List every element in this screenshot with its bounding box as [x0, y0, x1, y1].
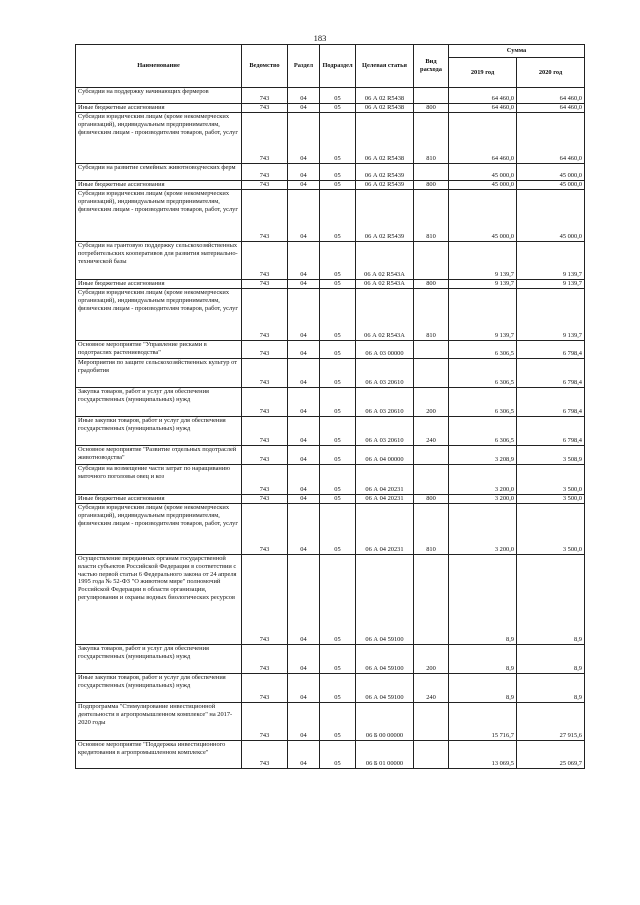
cell-subsection: 05 — [320, 495, 356, 504]
cell-2020: 8,9 — [517, 674, 585, 703]
cell-section: 04 — [288, 88, 320, 104]
cell-2019: 64 460,0 — [449, 104, 517, 113]
cell-name: Субсидии юридическим лицам (кроме некоммерческих организаций), индивидуальным предпринимателям, физическим лицам - производителям товаров, работ, услуг — [76, 504, 242, 555]
cell-subsection: 05 — [320, 674, 356, 703]
cell-2020: 3 500,0 — [517, 465, 585, 495]
cell-2020: 45 000,0 — [517, 181, 585, 190]
header-target: Целевая статья — [356, 45, 414, 88]
cell-target: 06 А 02 R5438 — [356, 104, 414, 113]
cell-2019: 45 000,0 — [449, 164, 517, 181]
cell-2019: 45 000,0 — [449, 190, 517, 242]
cell-type — [414, 242, 449, 280]
cell-target: 06 А 02 R5439 — [356, 190, 414, 242]
cell-2020: 45 000,0 — [517, 190, 585, 242]
table-row — [76, 465, 585, 495]
header-dept: Ведомство — [242, 45, 288, 88]
cell-2019: 3 200,0 — [449, 504, 517, 555]
cell-target: 06 А 03 20610 — [356, 417, 414, 446]
cell-2019: 13 069,5 — [449, 741, 517, 769]
cell-2019: 6 306,5 — [449, 359, 517, 388]
cell-target: 06 А 03 20610 — [356, 388, 414, 417]
cell-2020: 64 460,0 — [517, 104, 585, 113]
cell-type — [414, 341, 449, 359]
table-row — [76, 164, 585, 181]
table-body — [76, 88, 585, 769]
cell-section: 04 — [288, 645, 320, 674]
cell-type — [414, 703, 449, 741]
cell-subsection: 05 — [320, 703, 356, 741]
cell-name: Иные бюджетные ассигнования — [76, 181, 242, 190]
cell-subsection: 05 — [320, 465, 356, 495]
cell-2020: 8,9 — [517, 555, 585, 645]
cell-target: 06 А 04 20231 — [356, 495, 414, 504]
cell-name: Иные закупки товаров, работ и услуг для обеспечения государственных (муниципальных) нужд — [76, 417, 242, 446]
cell-section: 04 — [288, 703, 320, 741]
table-row — [76, 741, 585, 769]
cell-name: Иные бюджетные ассигнования — [76, 495, 242, 504]
cell-type: 800 — [414, 181, 449, 190]
cell-target: 06 А 03 00000 — [356, 341, 414, 359]
cell-2020: 64 460,0 — [517, 88, 585, 104]
cell-section: 04 — [288, 359, 320, 388]
cell-section: 04 — [288, 388, 320, 417]
cell-type — [414, 555, 449, 645]
table-row — [76, 417, 585, 446]
cell-2020: 64 460,0 — [517, 113, 585, 164]
cell-section: 04 — [288, 446, 320, 465]
cell-section: 04 — [288, 504, 320, 555]
table-row — [76, 359, 585, 388]
cell-subsection: 05 — [320, 555, 356, 645]
cell-name: Субсидии юридическим лицам (кроме некоммерческих организаций), индивидуальным предпринимателям, физическим лицам - производителям товаров, работ, услуг — [76, 113, 242, 164]
cell-2020: 6 798,4 — [517, 359, 585, 388]
cell-name: Закупка товаров, работ и услуг для обеспечения государственных (муниципальных) нужд — [76, 388, 242, 417]
cell-name: Мероприятия по защите сельскохозяйственных культур от градобития — [76, 359, 242, 388]
cell-target: 06 А 04 59100 — [356, 645, 414, 674]
cell-dept: 743 — [242, 703, 288, 741]
cell-dept: 743 — [242, 104, 288, 113]
cell-dept: 743 — [242, 242, 288, 280]
cell-subsection: 05 — [320, 417, 356, 446]
cell-2019: 64 460,0 — [449, 88, 517, 104]
table-row — [76, 703, 585, 741]
cell-subsection: 05 — [320, 359, 356, 388]
header-year-2020: 2020 год — [517, 58, 585, 88]
cell-dept: 743 — [242, 465, 288, 495]
cell-dept: 743 — [242, 674, 288, 703]
cell-type: 810 — [414, 504, 449, 555]
cell-2019: 64 460,0 — [449, 113, 517, 164]
cell-2019: 6 306,5 — [449, 417, 517, 446]
cell-section: 04 — [288, 104, 320, 113]
header-year-2019: 2019 год — [449, 58, 517, 88]
cell-2020: 25 069,7 — [517, 741, 585, 769]
cell-name: Иные бюджетные ассигнования — [76, 280, 242, 289]
cell-name: Основное мероприятие "Развитие отдельных подотраслей животноводства" — [76, 446, 242, 465]
cell-2019: 9 139,7 — [449, 280, 517, 289]
cell-type — [414, 359, 449, 388]
cell-type: 800 — [414, 280, 449, 289]
cell-subsection: 05 — [320, 164, 356, 181]
header-name: Наименование — [76, 45, 242, 88]
cell-type: 800 — [414, 495, 449, 504]
cell-type — [414, 741, 449, 769]
table-row — [76, 242, 585, 280]
cell-name: Основное мероприятие "Поддержка инвестиционного кредитования в агропромышленном комплексе" — [76, 741, 242, 769]
cell-2020: 9 139,7 — [517, 280, 585, 289]
cell-dept: 743 — [242, 741, 288, 769]
cell-name: Субсидии юридическим лицам (кроме некоммерческих организаций), индивидуальным предпринимателям, физическим лицам - производителям товаров, работ, услуг — [76, 289, 242, 341]
cell-type: 200 — [414, 645, 449, 674]
table-row — [76, 280, 585, 289]
cell-name: Субсидии на развитие семейных животноводческих ферм — [76, 164, 242, 181]
cell-2020: 27 915,6 — [517, 703, 585, 741]
cell-target: 06 Б 01 00000 — [356, 741, 414, 769]
cell-dept: 743 — [242, 164, 288, 181]
cell-target: 06 А 04 59100 — [356, 555, 414, 645]
table-row — [76, 495, 585, 504]
table-row — [76, 88, 585, 104]
cell-subsection: 05 — [320, 88, 356, 104]
cell-subsection: 05 — [320, 645, 356, 674]
cell-2019: 45 000,0 — [449, 181, 517, 190]
cell-2020: 9 139,7 — [517, 242, 585, 280]
cell-type — [414, 88, 449, 104]
cell-section: 04 — [288, 164, 320, 181]
cell-section: 04 — [288, 280, 320, 289]
table-row — [76, 388, 585, 417]
cell-name: Подпрограмма "Стимулирование инвестиционной деятельности в агропромышленном комплексе" на 2017-2020 годы — [76, 703, 242, 741]
cell-name: Субсидии юридическим лицам (кроме некоммерческих организаций), индивидуальным предпринимателям, физическим лицам - производителям товаров, работ, услуг — [76, 190, 242, 242]
cell-section: 04 — [288, 495, 320, 504]
cell-section: 04 — [288, 674, 320, 703]
cell-2019: 6 306,5 — [449, 388, 517, 417]
cell-2019: 8,9 — [449, 674, 517, 703]
cell-dept: 743 — [242, 495, 288, 504]
header-section: Раздел — [288, 45, 320, 88]
budget-table — [75, 44, 585, 769]
table-row — [76, 674, 585, 703]
cell-2020: 3 508,9 — [517, 446, 585, 465]
cell-type: 810 — [414, 190, 449, 242]
cell-type — [414, 465, 449, 495]
cell-section: 04 — [288, 113, 320, 164]
cell-target: 06 А 02 R5439 — [356, 181, 414, 190]
cell-type: 800 — [414, 104, 449, 113]
cell-dept: 743 — [242, 113, 288, 164]
cell-subsection: 05 — [320, 388, 356, 417]
cell-dept: 743 — [242, 388, 288, 417]
table-row — [76, 645, 585, 674]
cell-section: 04 — [288, 341, 320, 359]
cell-dept: 743 — [242, 504, 288, 555]
cell-2020: 6 798,4 — [517, 417, 585, 446]
cell-subsection: 05 — [320, 190, 356, 242]
cell-dept: 743 — [242, 645, 288, 674]
cell-name: Субсидии на поддержку начинающих фермеров — [76, 88, 242, 104]
cell-target: 06 А 02 R5438 — [356, 113, 414, 164]
cell-2020: 3 500,0 — [517, 495, 585, 504]
cell-2020: 6 798,4 — [517, 388, 585, 417]
cell-dept: 743 — [242, 359, 288, 388]
cell-dept: 743 — [242, 289, 288, 341]
page-number: 183 — [313, 33, 327, 43]
cell-subsection: 05 — [320, 341, 356, 359]
cell-2020: 9 139,7 — [517, 289, 585, 341]
cell-2019: 15 716,7 — [449, 703, 517, 741]
cell-subsection: 05 — [320, 504, 356, 555]
cell-subsection: 05 — [320, 446, 356, 465]
cell-section: 04 — [288, 242, 320, 280]
cell-dept: 743 — [242, 341, 288, 359]
cell-target: 06 А 02 R543А — [356, 289, 414, 341]
table-row — [76, 446, 585, 465]
cell-2019: 6 306,5 — [449, 341, 517, 359]
table-row — [76, 190, 585, 242]
cell-2019: 3 200,0 — [449, 495, 517, 504]
cell-2020: 6 798,4 — [517, 341, 585, 359]
cell-name: Осуществление переданных органам государственной власти субъектов Российской Федерации в соответствии с частью первой статьи 6 Федерального закона от 24 апреля 1995 года № 52-ФЗ "О животном мире" полномочий Российской Федерации в области организации, регулирования и охраны водных биологических ресурсов — [76, 555, 242, 645]
cell-dept: 743 — [242, 190, 288, 242]
cell-dept: 743 — [242, 181, 288, 190]
cell-section: 04 — [288, 465, 320, 495]
table-row — [76, 181, 585, 190]
cell-subsection: 05 — [320, 113, 356, 164]
cell-subsection: 05 — [320, 242, 356, 280]
header-type: Вид расхода — [414, 45, 449, 88]
cell-dept: 743 — [242, 446, 288, 465]
cell-2019: 8,9 — [449, 645, 517, 674]
cell-name: Субсидии на возмещение части затрат по наращиванию маточного поголовья овец и коз — [76, 465, 242, 495]
cell-dept: 743 — [242, 555, 288, 645]
table-row — [76, 341, 585, 359]
cell-section: 04 — [288, 417, 320, 446]
cell-type: 240 — [414, 417, 449, 446]
cell-subsection: 05 — [320, 289, 356, 341]
cell-2020: 8,9 — [517, 645, 585, 674]
table-row — [76, 504, 585, 555]
cell-2019: 3 208,9 — [449, 446, 517, 465]
cell-2019: 8,9 — [449, 555, 517, 645]
table-row — [76, 555, 585, 645]
cell-name: Основное мероприятие "Управление рисками в подотраслях растениеводства" — [76, 341, 242, 359]
cell-subsection: 05 — [320, 181, 356, 190]
cell-target: 06 А 02 R543А — [356, 280, 414, 289]
table-row — [76, 104, 585, 113]
cell-2019: 3 200,0 — [449, 465, 517, 495]
cell-target: 06 А 03 20610 — [356, 359, 414, 388]
cell-target: 06 А 04 59100 — [356, 674, 414, 703]
cell-type: 240 — [414, 674, 449, 703]
cell-name: Закупка товаров, работ и услуг для обеспечения государственных (муниципальных) нужд — [76, 645, 242, 674]
header-sum: Сумма — [449, 45, 585, 58]
cell-2020: 45 000,0 — [517, 164, 585, 181]
cell-dept: 743 — [242, 417, 288, 446]
cell-type — [414, 164, 449, 181]
cell-dept: 743 — [242, 88, 288, 104]
cell-name: Иные закупки товаров, работ и услуг для обеспечения государственных (муниципальных) нужд — [76, 674, 242, 703]
cell-name: Субсидии на грантовую поддержку сельскохозяйственных потребительских кооперативов для развития материально-технической базы — [76, 242, 242, 280]
cell-type: 200 — [414, 388, 449, 417]
header-subsection: Подраздел — [320, 45, 356, 88]
cell-type: 810 — [414, 113, 449, 164]
table-row — [76, 113, 585, 164]
cell-section: 04 — [288, 289, 320, 341]
cell-dept: 743 — [242, 280, 288, 289]
cell-subsection: 05 — [320, 741, 356, 769]
cell-section: 04 — [288, 190, 320, 242]
cell-type: 810 — [414, 289, 449, 341]
cell-target: 06 А 04 20231 — [356, 504, 414, 555]
cell-2019: 9 139,7 — [449, 242, 517, 280]
cell-subsection: 05 — [320, 104, 356, 113]
table-row — [76, 289, 585, 341]
cell-subsection: 05 — [320, 280, 356, 289]
cell-target: 06 А 02 R5439 — [356, 164, 414, 181]
cell-type — [414, 446, 449, 465]
cell-target: 06 Б 00 00000 — [356, 703, 414, 741]
cell-target: 06 А 02 R543А — [356, 242, 414, 280]
cell-section: 04 — [288, 181, 320, 190]
cell-target: 06 А 04 00000 — [356, 446, 414, 465]
cell-2020: 3 500,0 — [517, 504, 585, 555]
cell-section: 04 — [288, 555, 320, 645]
cell-section: 04 — [288, 741, 320, 769]
cell-target: 06 А 02 R5438 — [356, 88, 414, 104]
cell-name: Иные бюджетные ассигнования — [76, 104, 242, 113]
cell-2019: 9 139,7 — [449, 289, 517, 341]
cell-target: 06 А 04 20231 — [356, 465, 414, 495]
